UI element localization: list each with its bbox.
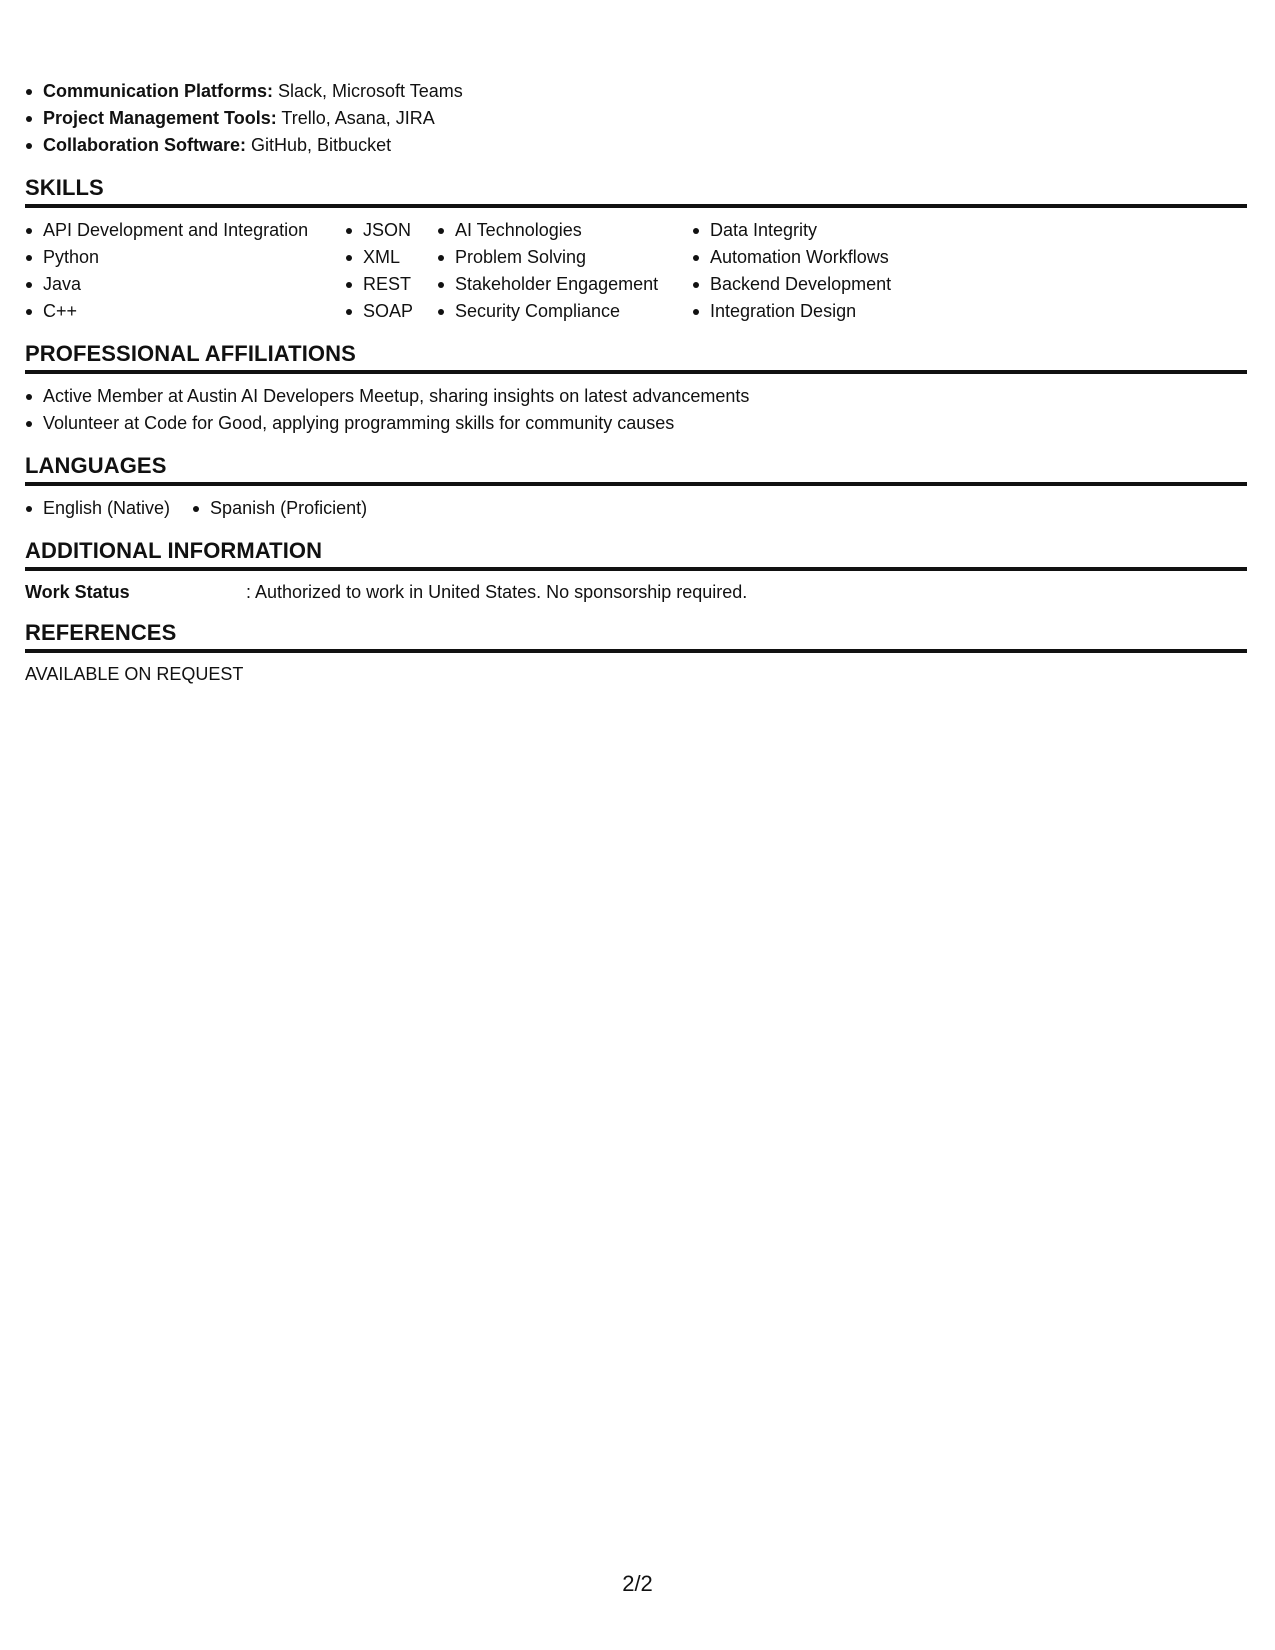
skills-grid	[25, 217, 1247, 325]
skills-column	[25, 217, 323, 325]
skill-item: Data Integrity	[692, 217, 912, 244]
tools-value: Slack, Microsoft Teams	[273, 81, 463, 101]
resume-page	[25, 78, 1247, 686]
skills-column	[345, 217, 413, 325]
skill-item: XML	[345, 244, 413, 271]
skill-item: REST	[345, 271, 413, 298]
skill-item: JSON	[345, 217, 413, 244]
work-status-label: Work Status	[25, 582, 130, 602]
skill-item: API Development and Integration	[25, 217, 323, 244]
skills-section	[25, 175, 1247, 325]
skill-item: Problem Solving	[437, 244, 670, 271]
references-section	[25, 620, 1247, 686]
tools-list	[25, 78, 1247, 159]
skills-column	[437, 217, 670, 325]
language-item: English (Native)	[25, 495, 170, 522]
skill-item: SOAP	[345, 298, 413, 325]
languages-list	[25, 495, 1247, 522]
skill-item: Java	[25, 271, 323, 298]
section-title: LANGUAGES	[25, 453, 1247, 486]
skill-item: AI Technologies	[437, 217, 670, 244]
tools-value: GitHub, Bitbucket	[246, 135, 392, 155]
skill-item: Python	[25, 244, 323, 271]
section-title: ADDITIONAL INFORMATION	[25, 538, 1247, 571]
section-title: REFERENCES	[25, 620, 1247, 653]
tools-label: Collaboration Software:	[43, 135, 247, 155]
skill-item: Automation Workflows	[692, 244, 912, 271]
work-status-row	[25, 580, 1247, 604]
skill-item: Backend Development	[692, 271, 912, 298]
skill-item: Stakeholder Engagement	[437, 271, 670, 298]
skill-item: Integration Design	[692, 298, 912, 325]
affiliations-list	[25, 383, 1247, 437]
languages-section	[25, 453, 1247, 522]
tools-item-collaboration	[25, 132, 1247, 159]
skills-column	[692, 217, 912, 325]
affiliation-item: Volunteer at Code for Good, applying programming skills for community causes	[25, 410, 1247, 437]
tools-item-communication	[25, 78, 1247, 105]
references-text: AVAILABLE ON REQUEST	[25, 664, 244, 684]
language-item: Spanish (Proficient)	[192, 495, 367, 522]
tools-label: Communication Platforms:	[43, 81, 274, 101]
additional-info-section	[25, 538, 1247, 604]
section-title: PROFESSIONAL AFFILIATIONS	[25, 341, 1247, 374]
affiliations-section	[25, 341, 1247, 437]
skill-item: Security Compliance	[437, 298, 670, 325]
tools-item-project-management	[25, 105, 1247, 132]
skill-item: C++	[25, 298, 323, 325]
section-title: SKILLS	[25, 175, 1247, 208]
work-status-value: : Authorized to work in United States. No sponsorship required.	[246, 582, 748, 602]
tools-value: Trello, Asana, JIRA	[276, 108, 435, 128]
page-number: 2/2	[622, 1571, 653, 1596]
tools-label: Project Management Tools:	[43, 108, 277, 128]
affiliation-item: Active Member at Austin AI Developers Meetup, sharing insights on latest advancements	[25, 383, 1247, 410]
